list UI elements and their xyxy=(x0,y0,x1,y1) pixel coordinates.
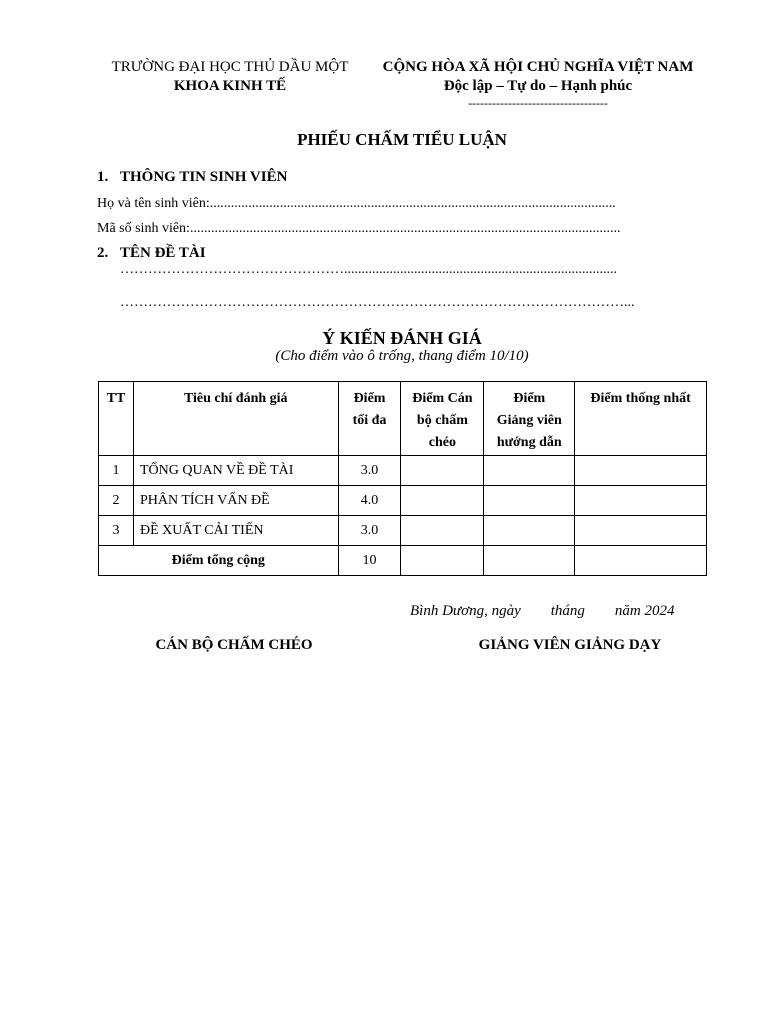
score-table xyxy=(98,381,707,576)
row-cross-score-cell[interactable] xyxy=(401,516,484,546)
motto-separator: ----------------------------------- xyxy=(468,96,608,110)
header-guide-line: hướng dẫn xyxy=(496,435,562,450)
header-agreed-score: Điểm thống nhất xyxy=(575,382,707,456)
row-cross-score-cell[interactable] xyxy=(401,486,484,516)
section2-title: TÊN ĐỀ TÀI xyxy=(120,245,206,261)
row-criterion: ĐỀ XUẤT CẢI TIẾN xyxy=(133,516,338,546)
header-guide-score xyxy=(484,382,575,456)
student-name-field: Họ và tên sinh viên:.................................................................................................................... xyxy=(97,196,616,211)
header-cross-line: bộ chấm xyxy=(416,413,468,428)
row-agreed-score-cell[interactable] xyxy=(575,516,707,546)
header-max-score xyxy=(338,382,401,456)
row-criterion: PHÂN TÍCH VẤN ĐỀ xyxy=(133,486,338,516)
topic-line-2: ………………………………………………………………………………………………... xyxy=(120,295,635,310)
header-cross-line: chéo xyxy=(428,435,457,450)
section1-number: 1. xyxy=(97,169,109,185)
student-id-field: Mã số sinh viên:........................................................................................................................... xyxy=(97,221,621,236)
table-header-row xyxy=(99,382,707,456)
national-motto: Độc lập – Tự do – Hạnh phúc xyxy=(443,78,633,94)
table-row xyxy=(99,456,707,486)
table-total-row xyxy=(99,546,707,576)
header-cross-line: Điểm Cán xyxy=(412,391,473,406)
total-agreed-score-cell[interactable] xyxy=(575,546,707,576)
signer-cross-grader: CÁN BỘ CHẤM CHÉO xyxy=(155,637,313,653)
row-guide-score-cell[interactable] xyxy=(484,516,575,546)
total-label: Điểm tổng cộng xyxy=(99,546,339,576)
university-name: TRƯỜNG ĐẠI HỌC THỦ DẦU MỘT xyxy=(111,59,349,75)
header-max-line: tối đa xyxy=(352,413,387,428)
header-max-line: Điểm xyxy=(353,391,386,406)
table-row xyxy=(99,486,707,516)
header-right xyxy=(370,58,706,110)
faculty-name: KHOA KINH TẾ xyxy=(173,78,287,94)
country-name: CỘNG HÒA XÃ HỘI CHỦ NGHĨA VIỆT NAM xyxy=(382,59,694,75)
total-guide-score-cell[interactable] xyxy=(484,546,575,576)
header-cross-score xyxy=(401,382,484,456)
row-max-score: 4.0 xyxy=(338,486,401,516)
evaluation-title: Ý KIẾN ĐÁNH GIÁ xyxy=(322,328,482,348)
row-cross-score-cell[interactable] xyxy=(401,456,484,486)
section1-title: THÔNG TIN SINH VIÊN xyxy=(120,169,288,185)
topic-line-1: ………………………………………….............................................................................. xyxy=(120,262,617,277)
place-date: Bình Dương, ngày tháng năm 2024 xyxy=(410,603,675,619)
row-max-score: 3.0 xyxy=(338,516,401,546)
header-tt: TT xyxy=(99,382,134,456)
row-tt: 3 xyxy=(99,516,134,546)
evaluation-subtitle: (Cho điểm vào ô trống, thang điểm 10/10) xyxy=(275,348,529,364)
header-guide-line: Điểm xyxy=(513,391,546,406)
row-max-score: 3.0 xyxy=(338,456,401,486)
row-criterion: TỔNG QUAN VỀ ĐỀ TÀI xyxy=(133,456,338,486)
row-agreed-score-cell[interactable] xyxy=(575,456,707,486)
total-cross-score-cell[interactable] xyxy=(401,546,484,576)
row-guide-score-cell[interactable] xyxy=(484,456,575,486)
document-title: PHIẾU CHẤM TIỂU LUẬN xyxy=(297,130,507,149)
row-tt: 1 xyxy=(99,456,134,486)
header-left xyxy=(100,58,360,96)
section2-heading xyxy=(97,245,206,262)
total-max-score: 10 xyxy=(338,546,401,576)
section1-heading xyxy=(97,169,287,186)
row-agreed-score-cell[interactable] xyxy=(575,486,707,516)
row-tt: 2 xyxy=(99,486,134,516)
section2-number: 2. xyxy=(97,245,109,261)
header-guide-line: Giảng viên xyxy=(496,413,562,428)
header-criteria: Tiêu chí đánh giá xyxy=(133,382,338,456)
signer-lecturer: GIẢNG VIÊN GIẢNG DẠY xyxy=(478,637,662,653)
row-guide-score-cell[interactable] xyxy=(484,486,575,516)
table-row xyxy=(99,516,707,546)
